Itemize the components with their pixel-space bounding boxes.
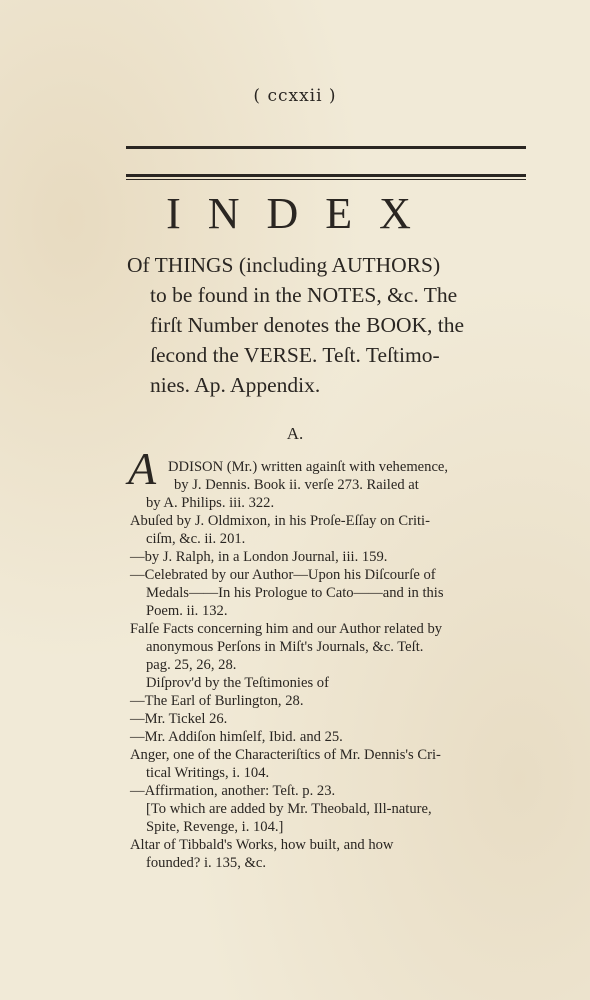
section-heading: A. xyxy=(286,424,304,443)
index-line: anonymous Perſons in Miſt's Journals, &c. Teſt. xyxy=(146,639,424,655)
index-line: Abuſed by J. Oldmixon, in his Proſe-Eſſay on Criti- xyxy=(130,513,430,529)
double-rule-thick xyxy=(126,174,526,177)
index-line: Falſe Facts concerning him and our Author related by xyxy=(130,621,443,637)
index-line: Anger, one of the Characteriſtics of Mr. Dennis's Cri- xyxy=(130,747,441,763)
index-line: pag. 25, 26, 28. xyxy=(146,657,237,673)
index-title: INDEX xyxy=(166,189,438,238)
index-line: Altar of Tibbald's Works, how built, and how xyxy=(130,837,394,853)
index-line: by J. Dennis. Book ii. verſe 273. Railed at xyxy=(174,477,419,493)
index-line: Poem. ii. 132. xyxy=(146,603,228,619)
index-line: Spite, Revenge, i. 104.] xyxy=(146,819,284,835)
index-line: by A. Philips. iii. 322. xyxy=(146,495,275,511)
index-line: —Mr. Tickel 26. xyxy=(130,711,228,727)
double-rule-thin xyxy=(126,179,526,180)
index-line: —by J. Ralph, in a London Journal, iii. 159. xyxy=(130,549,388,565)
drop-cap: A xyxy=(128,443,157,494)
index-line: Diſprov'd by the Teſtimonies of xyxy=(146,675,329,691)
index-line: Medals——In his Prologue to Cato——and in this xyxy=(146,585,444,601)
index-line: —Affirmation, another: Teſt. p. 23. xyxy=(130,783,336,799)
top-rule xyxy=(126,146,526,149)
page-number: ( ccxxii ) xyxy=(253,86,337,106)
index-line: tical Writings, i. 104. xyxy=(146,765,270,781)
subtitle-line-4: ſecond the VERSE. Teſt. Teſtimo- xyxy=(150,343,440,367)
index-line: —Celebrated by our Author—Upon his Diſcourſe of xyxy=(130,567,436,583)
subtitle-line-3: firſt Number denotes the BOOK, the xyxy=(150,313,465,337)
index-line: —The Earl of Burlington, 28. xyxy=(130,693,304,709)
index-line: founded? i. 135, &c. xyxy=(146,855,266,871)
subtitle-line-5: nies. Ap. Appendix. xyxy=(150,373,321,397)
subtitle-line-1: Of THINGS (including AUTHORS) xyxy=(127,253,441,277)
index-line: —Mr. Addiſon himſelf, Ibid. and 25. xyxy=(130,729,343,745)
index-line: ciſm, &c. ii. 201. xyxy=(146,531,246,547)
index-line: [To which are added by Mr. Theobald, Ill-nature, xyxy=(146,801,432,817)
index-line: DDISON (Mr.) written againſt with vehemence, xyxy=(168,459,449,475)
subtitle-line-2: to be found in the NOTES, &c. The xyxy=(150,283,458,307)
